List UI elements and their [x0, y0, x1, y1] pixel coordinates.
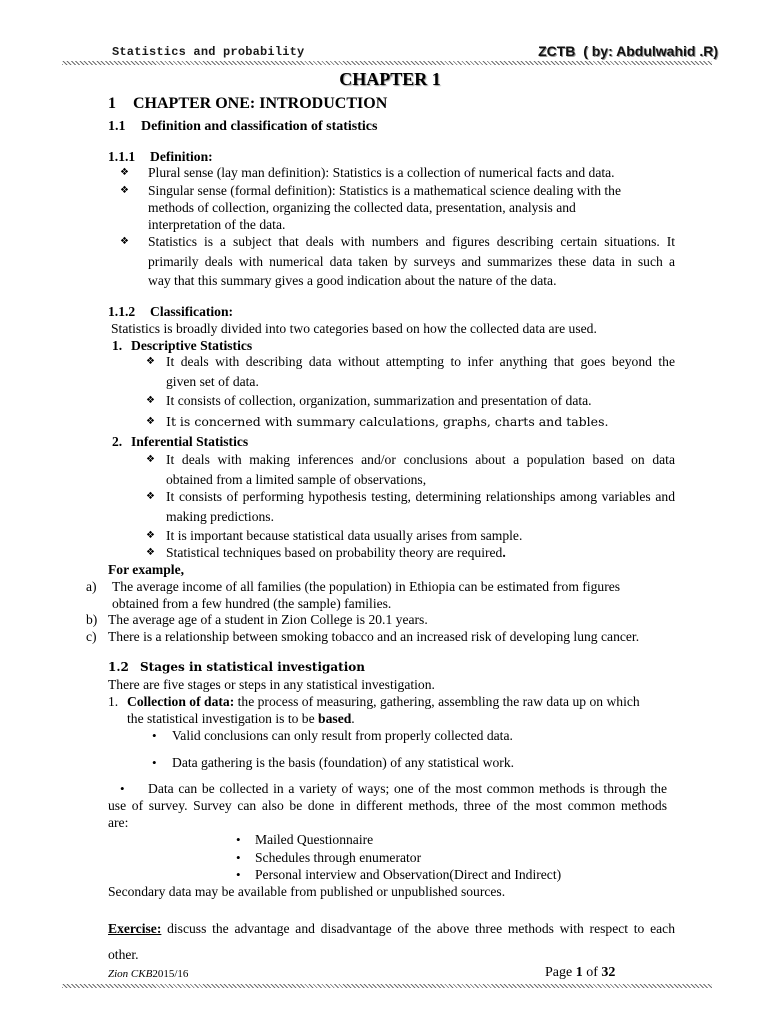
descriptive-bullet-3 — [146, 412, 609, 432]
page-number: 1 — [575, 965, 583, 980]
section-title: Stages in statistical investigation — [140, 660, 365, 674]
text-run: the process of measuring, gathering, assembling the raw data up on which — [234, 694, 640, 709]
text-line: are: — [108, 815, 129, 830]
text-run-bold: . — [502, 545, 506, 560]
text-line: It is important because statistical data usually arises from sample. — [166, 528, 523, 543]
page-total: 32 — [601, 965, 616, 980]
text-line: way that this summary gives a good indication about the nature of the data. — [148, 273, 557, 288]
text-line: Plural sense (lay man definition): Statistics is a collection of numerical facts and data. — [148, 165, 615, 180]
example-item-c — [86, 628, 640, 645]
footer-institution — [108, 967, 188, 981]
text-run: . — [351, 711, 355, 726]
text-line: Valid conclusions can only result from properly collected data. — [172, 728, 513, 743]
diamond-bullet-icon: ❖ — [146, 356, 155, 367]
text-line: primarily deals with numerical data taken by surveys and summarizes these data in such a — [148, 253, 675, 269]
subsection-title: Definition: — [150, 149, 213, 164]
text-line: obtained from a limited sample of observations, — [166, 472, 427, 487]
section-number: 1.2 — [108, 660, 129, 674]
definition-bullet-plural — [120, 164, 615, 181]
text-line: Schedules through enumerator — [255, 850, 422, 865]
text-line — [166, 544, 506, 561]
list-marker: a) — [86, 579, 97, 594]
descriptive-bullet-1 — [146, 352, 675, 392]
text-line: Singular sense (formal definition): Statistics is a mathematical science dealing with the — [148, 183, 622, 198]
text-line: use of survey. Survey can also be done in different methods, three of the most common methods — [108, 798, 667, 813]
text-line: Data gathering is the basis (foundation) of any statistical work. — [172, 755, 515, 770]
text-line: Personal interview and Observation(Direct and Indirect) — [255, 867, 562, 882]
text-run: the statistical investigation is to be — [127, 711, 319, 726]
secondary-data-note: Secondary data may be available from published or unpublished sources. — [108, 884, 506, 899]
page-label: Page — [545, 965, 573, 980]
category-number: 1. — [112, 338, 123, 353]
text-line: Mailed Questionnaire — [255, 832, 374, 847]
inferential-bullet-4 — [146, 544, 506, 561]
text-line: methods of collection, organizing the collected data, presentation, analysis and — [148, 200, 576, 215]
example-item-a — [86, 578, 621, 612]
text-line: Data can be collected in a variety of ways; one of the most common methods is through the — [148, 781, 667, 796]
diamond-bullet-icon: ❖ — [146, 416, 155, 427]
exercise-paragraph — [108, 916, 675, 968]
text-line — [127, 710, 640, 727]
text-line: It consists of collection, organization, summarization and presentation of data. — [166, 393, 592, 408]
text-line: interpretation of the data. — [148, 217, 286, 232]
text-line: given set of data. — [166, 374, 259, 389]
text-line: It is concerned with summary calculations, graphs, charts and tables. — [166, 414, 609, 429]
dot-bullet-icon: • — [236, 867, 241, 882]
text-line: The average income of all families (the population) in Ethiopia can be estimated from figures — [112, 579, 621, 594]
definition-bullet-singular — [120, 182, 622, 233]
key-point-1 — [152, 727, 513, 744]
text-run: Statistical techniques based on probability theory are required — [166, 545, 503, 560]
footer-institution-name: Zion CKB — [108, 968, 153, 980]
text-line: obtained from a few hundred (the sample) families. — [112, 596, 392, 611]
diamond-bullet-icon: ❖ — [120, 236, 129, 247]
chapter-heading-title: CHAPTER ONE: INTRODUCTION — [133, 95, 388, 112]
stage-item-collection — [108, 693, 640, 727]
diamond-bullet-icon: ❖ — [120, 167, 129, 178]
footer-hatched-rule — [62, 984, 712, 988]
diamond-bullet-icon: ❖ — [146, 547, 155, 558]
diamond-bullet-icon: ❖ — [146, 530, 155, 541]
dot-bullet-icon: • — [152, 755, 157, 770]
diamond-bullet-icon: ❖ — [146, 454, 155, 465]
dot-bullet-icon: • — [152, 728, 157, 743]
diamond-bullet-icon: ❖ — [146, 395, 155, 406]
subsection-title: Classification: — [150, 304, 234, 319]
diamond-bullet-icon: ❖ — [120, 185, 129, 196]
example-item-b — [86, 611, 428, 628]
text-run-bold: based — [318, 711, 352, 726]
category-name: Inferential Statistics — [131, 434, 249, 449]
list-marker: c) — [86, 629, 97, 644]
running-header-author: ZCTB ( by: Abdulwahid .R) — [538, 43, 718, 59]
diamond-bullet-icon: ❖ — [146, 491, 155, 502]
dot-bullet-icon: • — [236, 832, 241, 847]
list-marker: b) — [86, 612, 98, 627]
classification-intro: Statistics is broadly divided into two categories based on how the collected data are used. — [111, 321, 597, 336]
category-name: Descriptive Statistics — [131, 338, 253, 353]
method-item — [236, 866, 562, 883]
examples-label: For example, — [108, 562, 185, 577]
method-item — [236, 831, 374, 848]
chapter-label: CHAPTER 1 — [339, 69, 441, 89]
header-hatched-rule — [62, 61, 712, 65]
text-line: It deals with making inferences and/or conclusions about a population based on data — [166, 452, 675, 467]
text-line: Statistics is a subject that deals with numbers and figures describing certain situations. It — [148, 234, 675, 249]
text-line: It deals with describing data without attempting to infer anything that goes beyond the — [166, 354, 675, 369]
subsection-number: 1.1.1 — [108, 149, 136, 164]
inferential-bullet-2 — [146, 487, 675, 527]
list-marker: 1. — [108, 694, 119, 709]
text-line: There is a relationship between smoking tobacco and an increased risk of developing lung cancer. — [108, 629, 640, 644]
section-number: 1.1 — [108, 119, 126, 134]
dot-bullet-icon: • — [236, 850, 241, 865]
exercise-label: Exercise: — [108, 921, 162, 936]
collection-methods-paragraph — [108, 780, 667, 831]
descriptive-bullet-2 — [146, 392, 592, 409]
inferential-bullet-1 — [146, 450, 675, 490]
key-point-2 — [152, 754, 515, 771]
running-header-course-title: Statistics and probability — [112, 45, 305, 59]
text-line: The average age of a student in Zion College is 20.1 years. — [108, 612, 428, 627]
text-line — [108, 916, 675, 942]
text-line — [127, 693, 640, 710]
section-1-2-intro: There are five stages or steps in any statistical investigation. — [108, 677, 435, 692]
dot-bullet-icon: • — [120, 781, 125, 796]
definition-bullet-subject — [120, 232, 675, 291]
text-run: discuss the advantage and disadvantage of the above three methods with respect to each — [161, 921, 675, 936]
text-line: It consists of performing hypothesis testing, determining relationships among variables and — [166, 489, 675, 504]
page-of-label: of — [586, 965, 598, 980]
subsection-number: 1.1.2 — [108, 304, 136, 319]
stage-term: Collection of data: — [127, 694, 235, 709]
footer-year: 2015/16 — [152, 968, 189, 980]
text-line: making predictions. — [166, 509, 274, 524]
inferential-bullet-3 — [146, 527, 523, 544]
category-number: 2. — [112, 434, 123, 449]
page-number-indicator — [545, 965, 615, 981]
chapter-heading-number: 1 — [108, 95, 116, 112]
text-line: other. — [108, 947, 139, 962]
section-title: Definition and classification of statistics — [141, 119, 378, 134]
method-item — [236, 849, 422, 866]
